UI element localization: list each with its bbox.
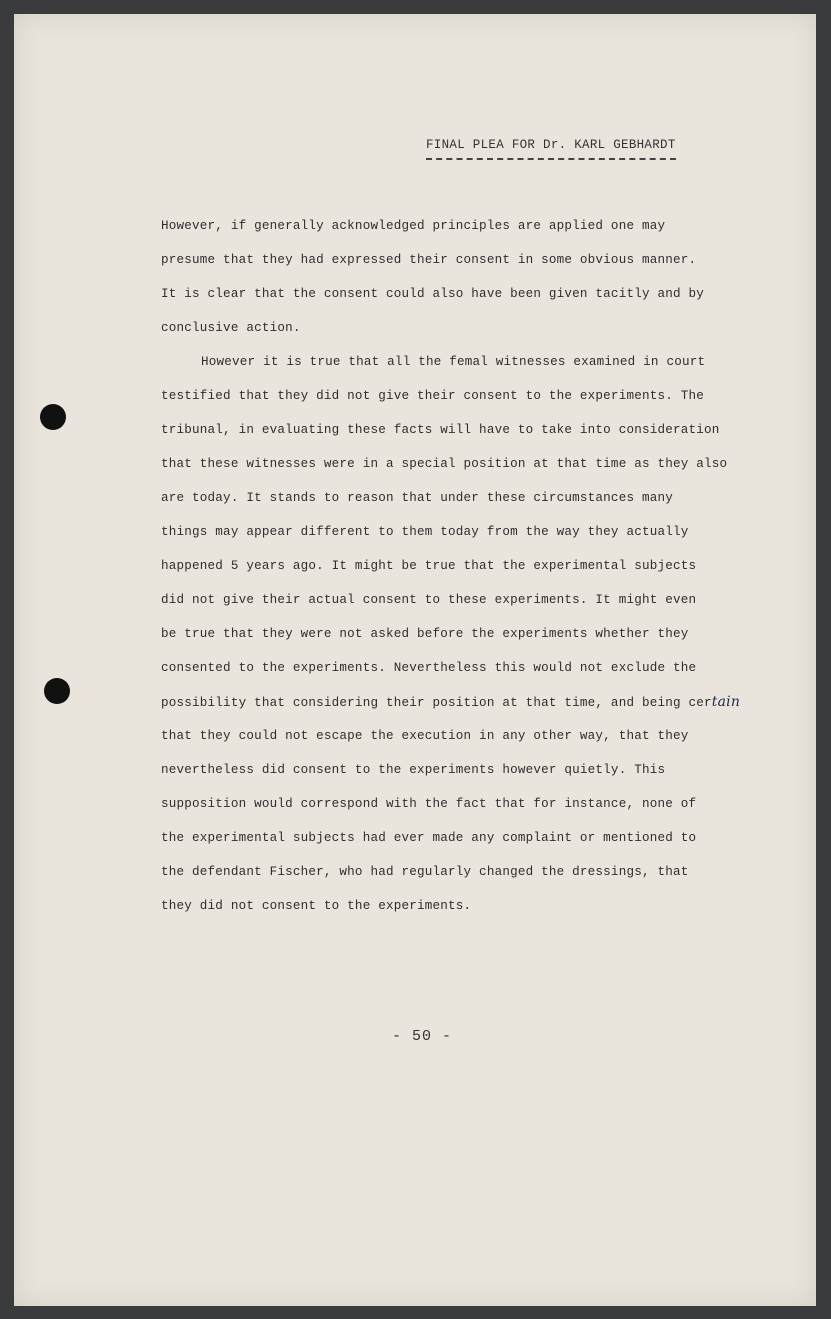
body-text (161, 209, 761, 923)
text-line: tribunal, in evaluating these facts will have to take into consideration (161, 423, 720, 437)
text-line: However, if generally acknowledged principles are applied one may (161, 219, 666, 233)
text-line: testified that they did not give their consent to the experiments. The (161, 389, 705, 403)
punch-hole (40, 404, 66, 430)
text-line: presume that they had expressed their consent in some obvious manner. (161, 253, 697, 267)
text-line: supposition would correspond with the fact that for instance, none of (161, 797, 697, 811)
text-line: did not give their actual consent to these experiments. It might even (161, 593, 697, 607)
page-header: FINAL PLEA FOR Dr. KARL GEBHARDT (426, 138, 676, 160)
document-page (14, 14, 816, 1306)
handwritten-correction: tain (711, 694, 741, 710)
text-line: However it is true that all the femal witnesses examined in court (201, 355, 706, 369)
punch-hole (44, 678, 70, 704)
text-line: happened 5 years ago. It might be true that the experimental subjects (161, 559, 697, 573)
text-line: that these witnesses were in a special position at that time as they also (161, 457, 728, 471)
page-number: - 50 - (392, 1028, 453, 1045)
text-line: that they could not escape the execution in any other way, that they (161, 729, 689, 743)
text-line: be true that they were not asked before the experiments whether they (161, 627, 689, 641)
text-line: nevertheless did consent to the experiments however quietly. This (161, 763, 666, 777)
text-line: It is clear that the consent could also have been given tacitly and by (161, 287, 705, 301)
text-line: are today. It stands to reason that under these circumstances many (161, 491, 673, 505)
text-line: they did not consent to the experiments. (161, 899, 472, 913)
text-line: things may appear different to them today from the way they actually (161, 525, 689, 539)
text-line: consented to the experiments. Nevertheless this would not exclude the (161, 661, 697, 675)
text-line: the experimental subjects had ever made any complaint or mentioned to (161, 831, 697, 845)
text-line: the defendant Fischer, who had regularly changed the dressings, that (161, 865, 689, 879)
text-line (161, 685, 761, 719)
typed-text: possibility that considering their position at that time, and being cer (161, 696, 712, 710)
text-line: conclusive action. (161, 321, 301, 335)
